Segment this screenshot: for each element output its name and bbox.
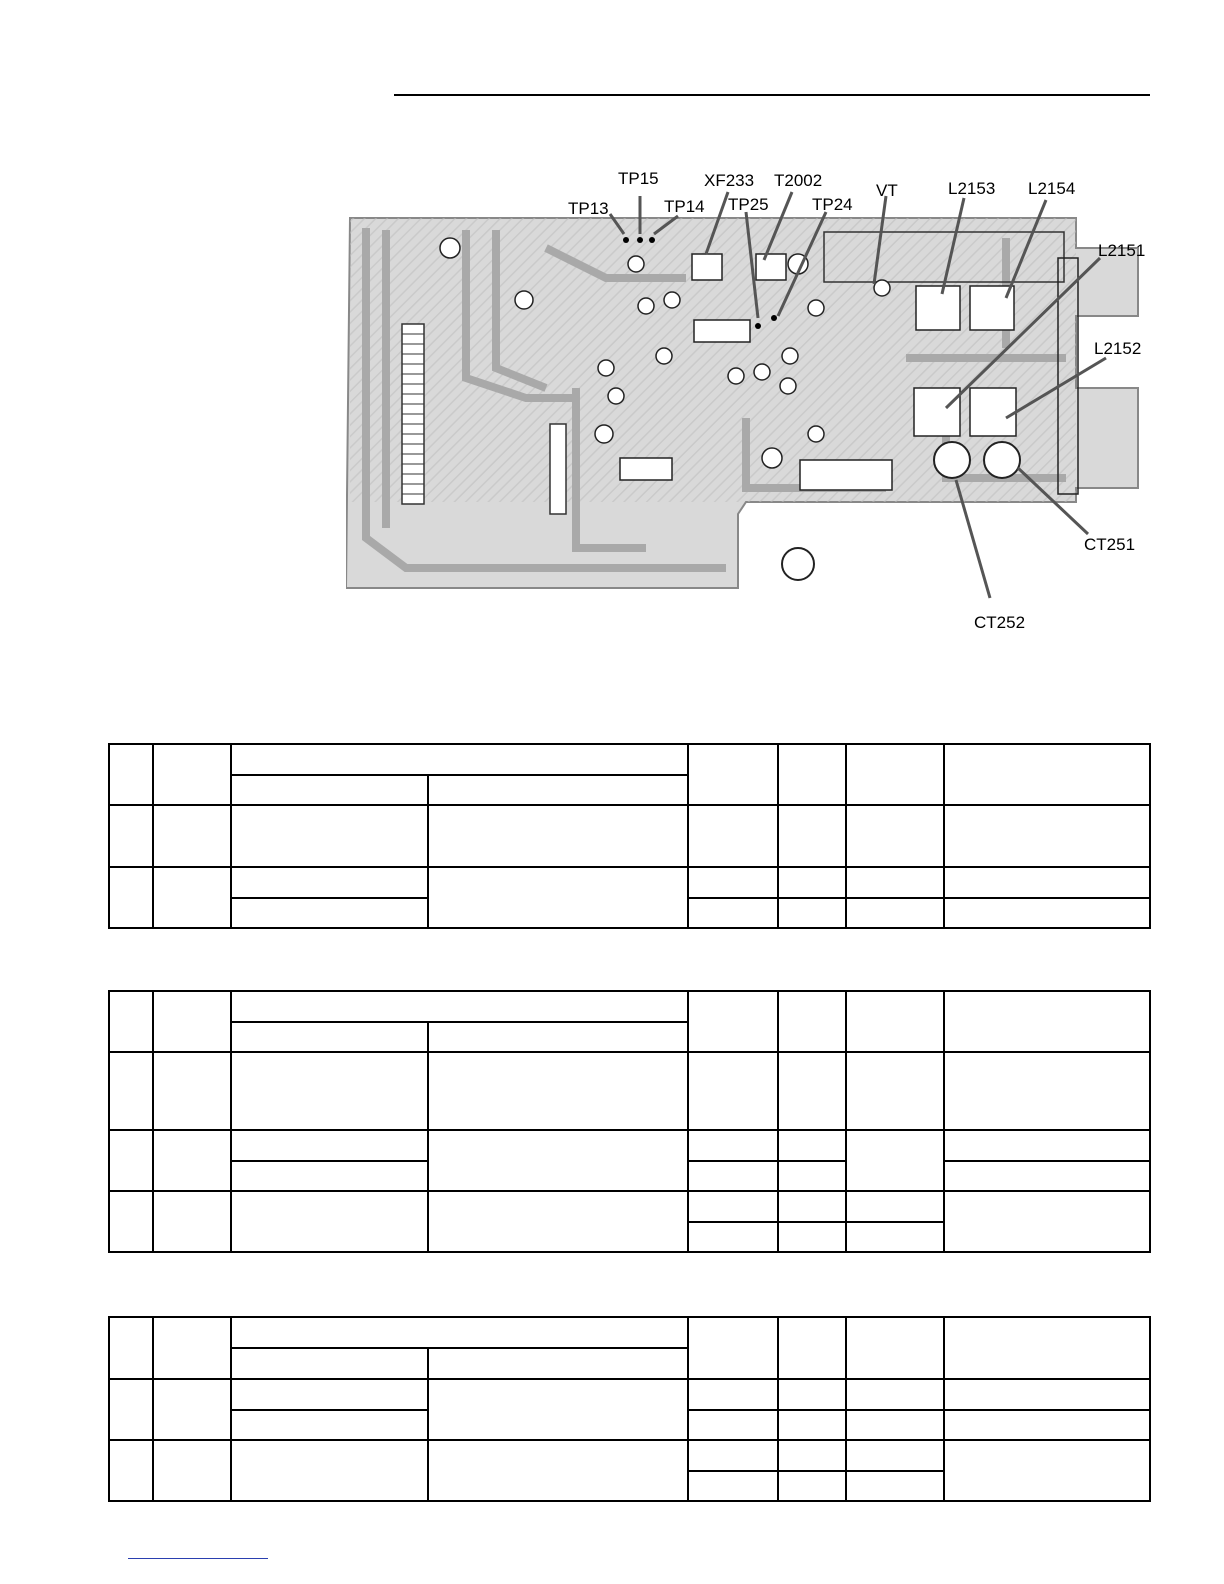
pcb-board-drawing [346,168,1154,632]
header-rule [394,94,1150,96]
table-row [109,867,1150,898]
adjustment-table-2 [108,990,1151,1253]
ic251 [800,460,892,490]
mounting-hole [782,548,814,580]
adjustment-table-3 [108,1316,1151,1502]
callout-label: L2153 [948,179,996,198]
ct251-trimmer [984,442,1020,478]
callout-label: TP13 [568,199,609,218]
callout-label: TP24 [812,195,853,214]
callout-label: L2154 [1028,179,1076,198]
table-row [109,1440,1150,1471]
cn4445-connector [550,424,566,514]
footer-link-rule [128,1558,268,1559]
xf231 [692,254,722,280]
table-row [109,1379,1150,1410]
callout-label: CT252 [974,613,1026,632]
callout-label: L2152 [1094,339,1142,358]
callout-label: TP15 [618,169,659,188]
callout-label: TP14 [664,197,705,216]
table-row [109,1130,1150,1161]
callout-label: L2151 [1098,241,1146,260]
callout-label: CT251 [1084,535,1136,554]
table-row [109,805,1150,867]
l2153-coil [916,286,960,330]
table-row [109,991,1150,1022]
ic241 [620,458,672,480]
pcb-figure [346,168,1154,632]
adjustment-table-1 [108,743,1151,929]
callout-label: XF233 [704,171,755,190]
table-row [109,1052,1150,1130]
t2002 [756,254,786,280]
callout-label: T2002 [774,171,823,190]
table-row [109,744,1150,775]
callout-label: VT [876,181,898,200]
table-row [109,1317,1150,1348]
callout-label: TP25 [728,195,769,214]
ic231 [694,320,750,342]
l2152-coil [970,388,1016,436]
l2151-coil [914,388,960,436]
ct252-trimmer [934,442,970,478]
table-row [109,1191,1150,1222]
